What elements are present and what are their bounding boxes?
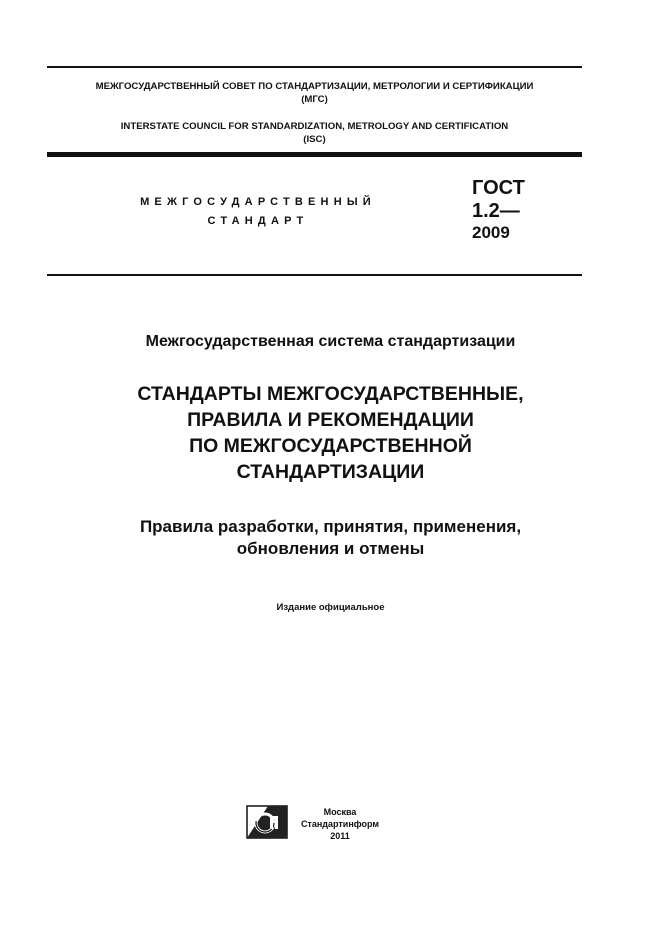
gost-label: ГОСТ xyxy=(472,177,525,199)
designation-bottom-rule xyxy=(47,274,582,276)
publisher-info xyxy=(300,806,380,842)
publisher-city: Москва xyxy=(323,807,357,817)
document-subtitle xyxy=(0,516,661,560)
title-line: СТАНДАРТИЗАЦИИ xyxy=(236,461,425,483)
header-thick-rule xyxy=(47,152,582,157)
council-name-russian xyxy=(47,80,582,106)
title-line: СТАНДАРТЫ МЕЖГОСУДАРСТВЕННЫЕ, xyxy=(137,383,524,405)
gost-number: 1.2— xyxy=(472,200,520,222)
council-en-line1: INTERSTATE COUNCIL FOR STANDARDIZATION, METROLOGY AND CERTIFICATION xyxy=(120,121,509,132)
council-name-english xyxy=(47,120,582,146)
gost-designation xyxy=(472,176,582,244)
standard-type xyxy=(118,193,398,231)
council-ru-abbrev: (МГС) xyxy=(301,94,328,105)
standard-type-line2: СТАНДАРТ xyxy=(207,215,309,227)
council-ru-line1: МЕЖГОСУДАРСТВЕННЫЙ СОВЕТ ПО СТАНДАРТИЗАЦИИ, МЕТРОЛОГИИ И СЕРТИФИКАЦИИ xyxy=(95,81,534,92)
title-line: ПО МЕЖГОСУДАРСТВЕННОЙ xyxy=(189,435,472,457)
publisher-year: 2011 xyxy=(330,831,350,841)
publisher-name: Стандартинформ xyxy=(300,819,380,829)
series-title: Межгосударственная система стандартизации xyxy=(145,333,516,350)
edition-note: Издание официальное xyxy=(276,602,385,613)
standard-type-line1: МЕЖГОСУДАРСТВЕННЫЙ xyxy=(140,196,376,208)
title-line: ПРАВИЛА И РЕКОМЕНДАЦИИ xyxy=(187,409,474,431)
document-title xyxy=(0,381,661,485)
top-thin-rule xyxy=(47,66,582,68)
subtitle-line: обновления и отмены xyxy=(236,539,425,558)
standartinform-logo-icon xyxy=(246,805,288,839)
gost-year: 2009 xyxy=(472,223,510,242)
council-en-abbrev: (ISC) xyxy=(303,134,326,145)
subtitle-line: Правила разработки, принятия, применения, xyxy=(139,517,522,536)
